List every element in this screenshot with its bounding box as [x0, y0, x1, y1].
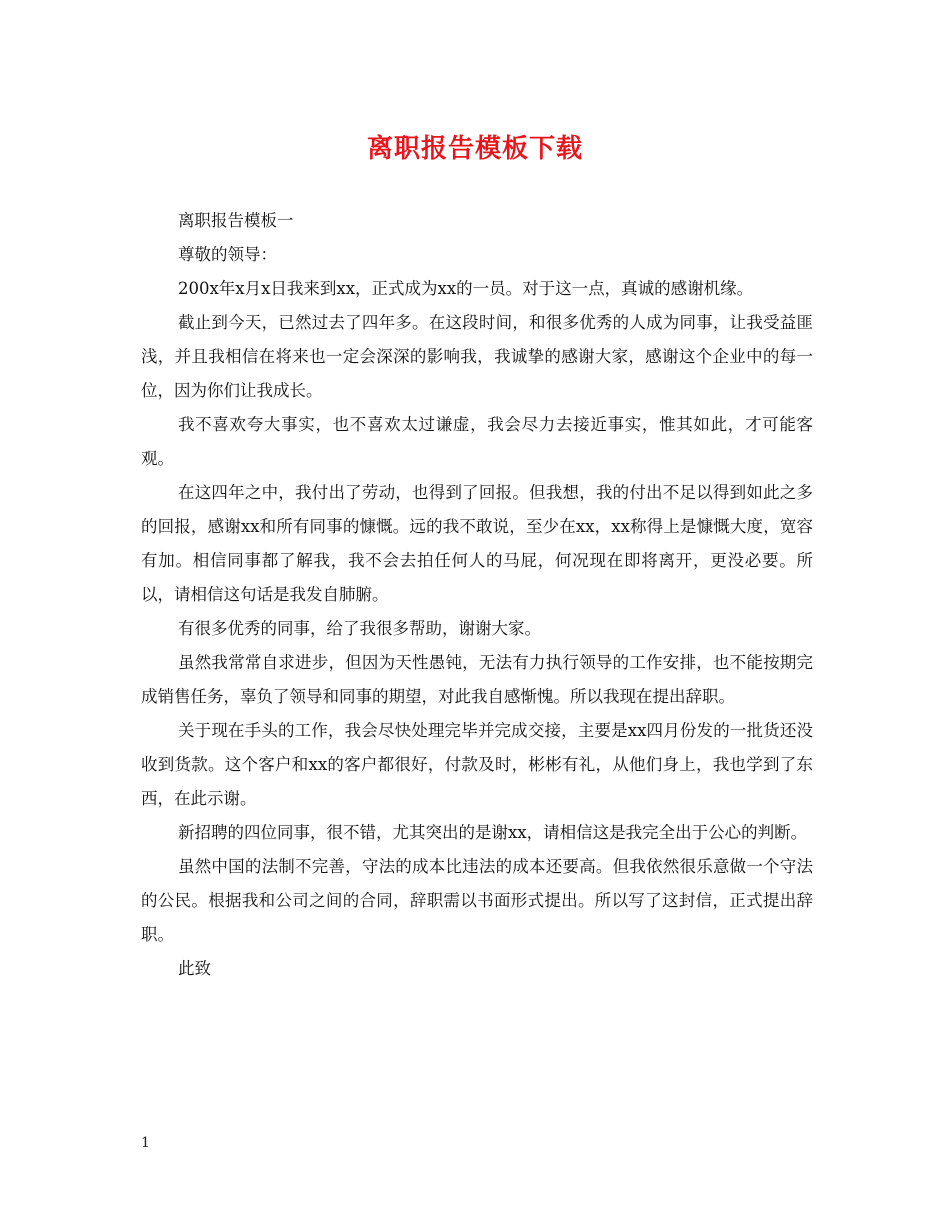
paragraph: 虽然中国的法制不完善，守法的成本比违法的成本还要高。但我依然很乐意做一个守法的公民。根据我和公司之间的合同，辞职需以书面形式提出。所以写了这封信，正式提出辞职。 [141, 857, 813, 944]
paragraph: 截止到今天，已然过去了四年多。在这段时间，和很多优秀的人成为同事，让我受益匪浅，并且我相信在将来也一定会深深的影响我，我诚挚的感谢大家，感谢这个企业中的每一位，因为你们让我成长。 [141, 313, 813, 400]
paragraph: 关于现在手头的工作，我会尽快处理完毕并完成交接，主要是xx四月份发的一批货还没收到货款。这个客户和xx的客户都很好，付款及时，彬彬有礼，从他们身上，我也学到了东西，在此示谢。 [141, 721, 813, 808]
paragraph: 虽然我常常自求进步，但因为天性愚钝，无法有力执行领导的工作安排，也不能按期完成销售任务，辜负了领导和同事的期望，对此我自感惭愧。所以我现在提出辞职。 [141, 653, 813, 706]
paragraph: 新招聘的四位同事，很不错，尤其突出的是谢xx，请相信这是我完全出于公心的判断。 [178, 823, 808, 842]
paragraph: 我不喜欢夸大事实，也不喜欢太过谦虚，我会尽力去接近事实，惟其如此，才可能客观。 [141, 415, 813, 468]
paragraph-closing: 此致 [178, 959, 211, 978]
paragraph: 200x年x月x日我来到xx，正式成为xx的一员。对于这一点，真诚的感谢机缘。 [178, 279, 754, 298]
document-body [141, 204, 813, 986]
paragraph-salutation: 尊敬的领导： [178, 245, 277, 264]
paragraph-heading: 离职报告模板一 [178, 211, 294, 230]
paragraph: 在这四年之中，我付出了劳动，也得到了回报。但我想，我的付出不足以得到如此之多的回报，感谢xx和所有同事的慷慨。远的我不敢说，至少在xx，xx称得上是慷慨大度，宽容有加。相信同事都了解我，我不会去拍任何人的马屁，何况现在即将离开，更没必要。所以，请相信这句话是我发自肺腑。 [141, 483, 813, 604]
page-number: 1 [141, 1135, 150, 1151]
paragraph: 有很多优秀的同事，给了我很多帮助，谢谢大家。 [178, 619, 541, 638]
document-title: 离职报告模板下载 [366, 134, 583, 164]
